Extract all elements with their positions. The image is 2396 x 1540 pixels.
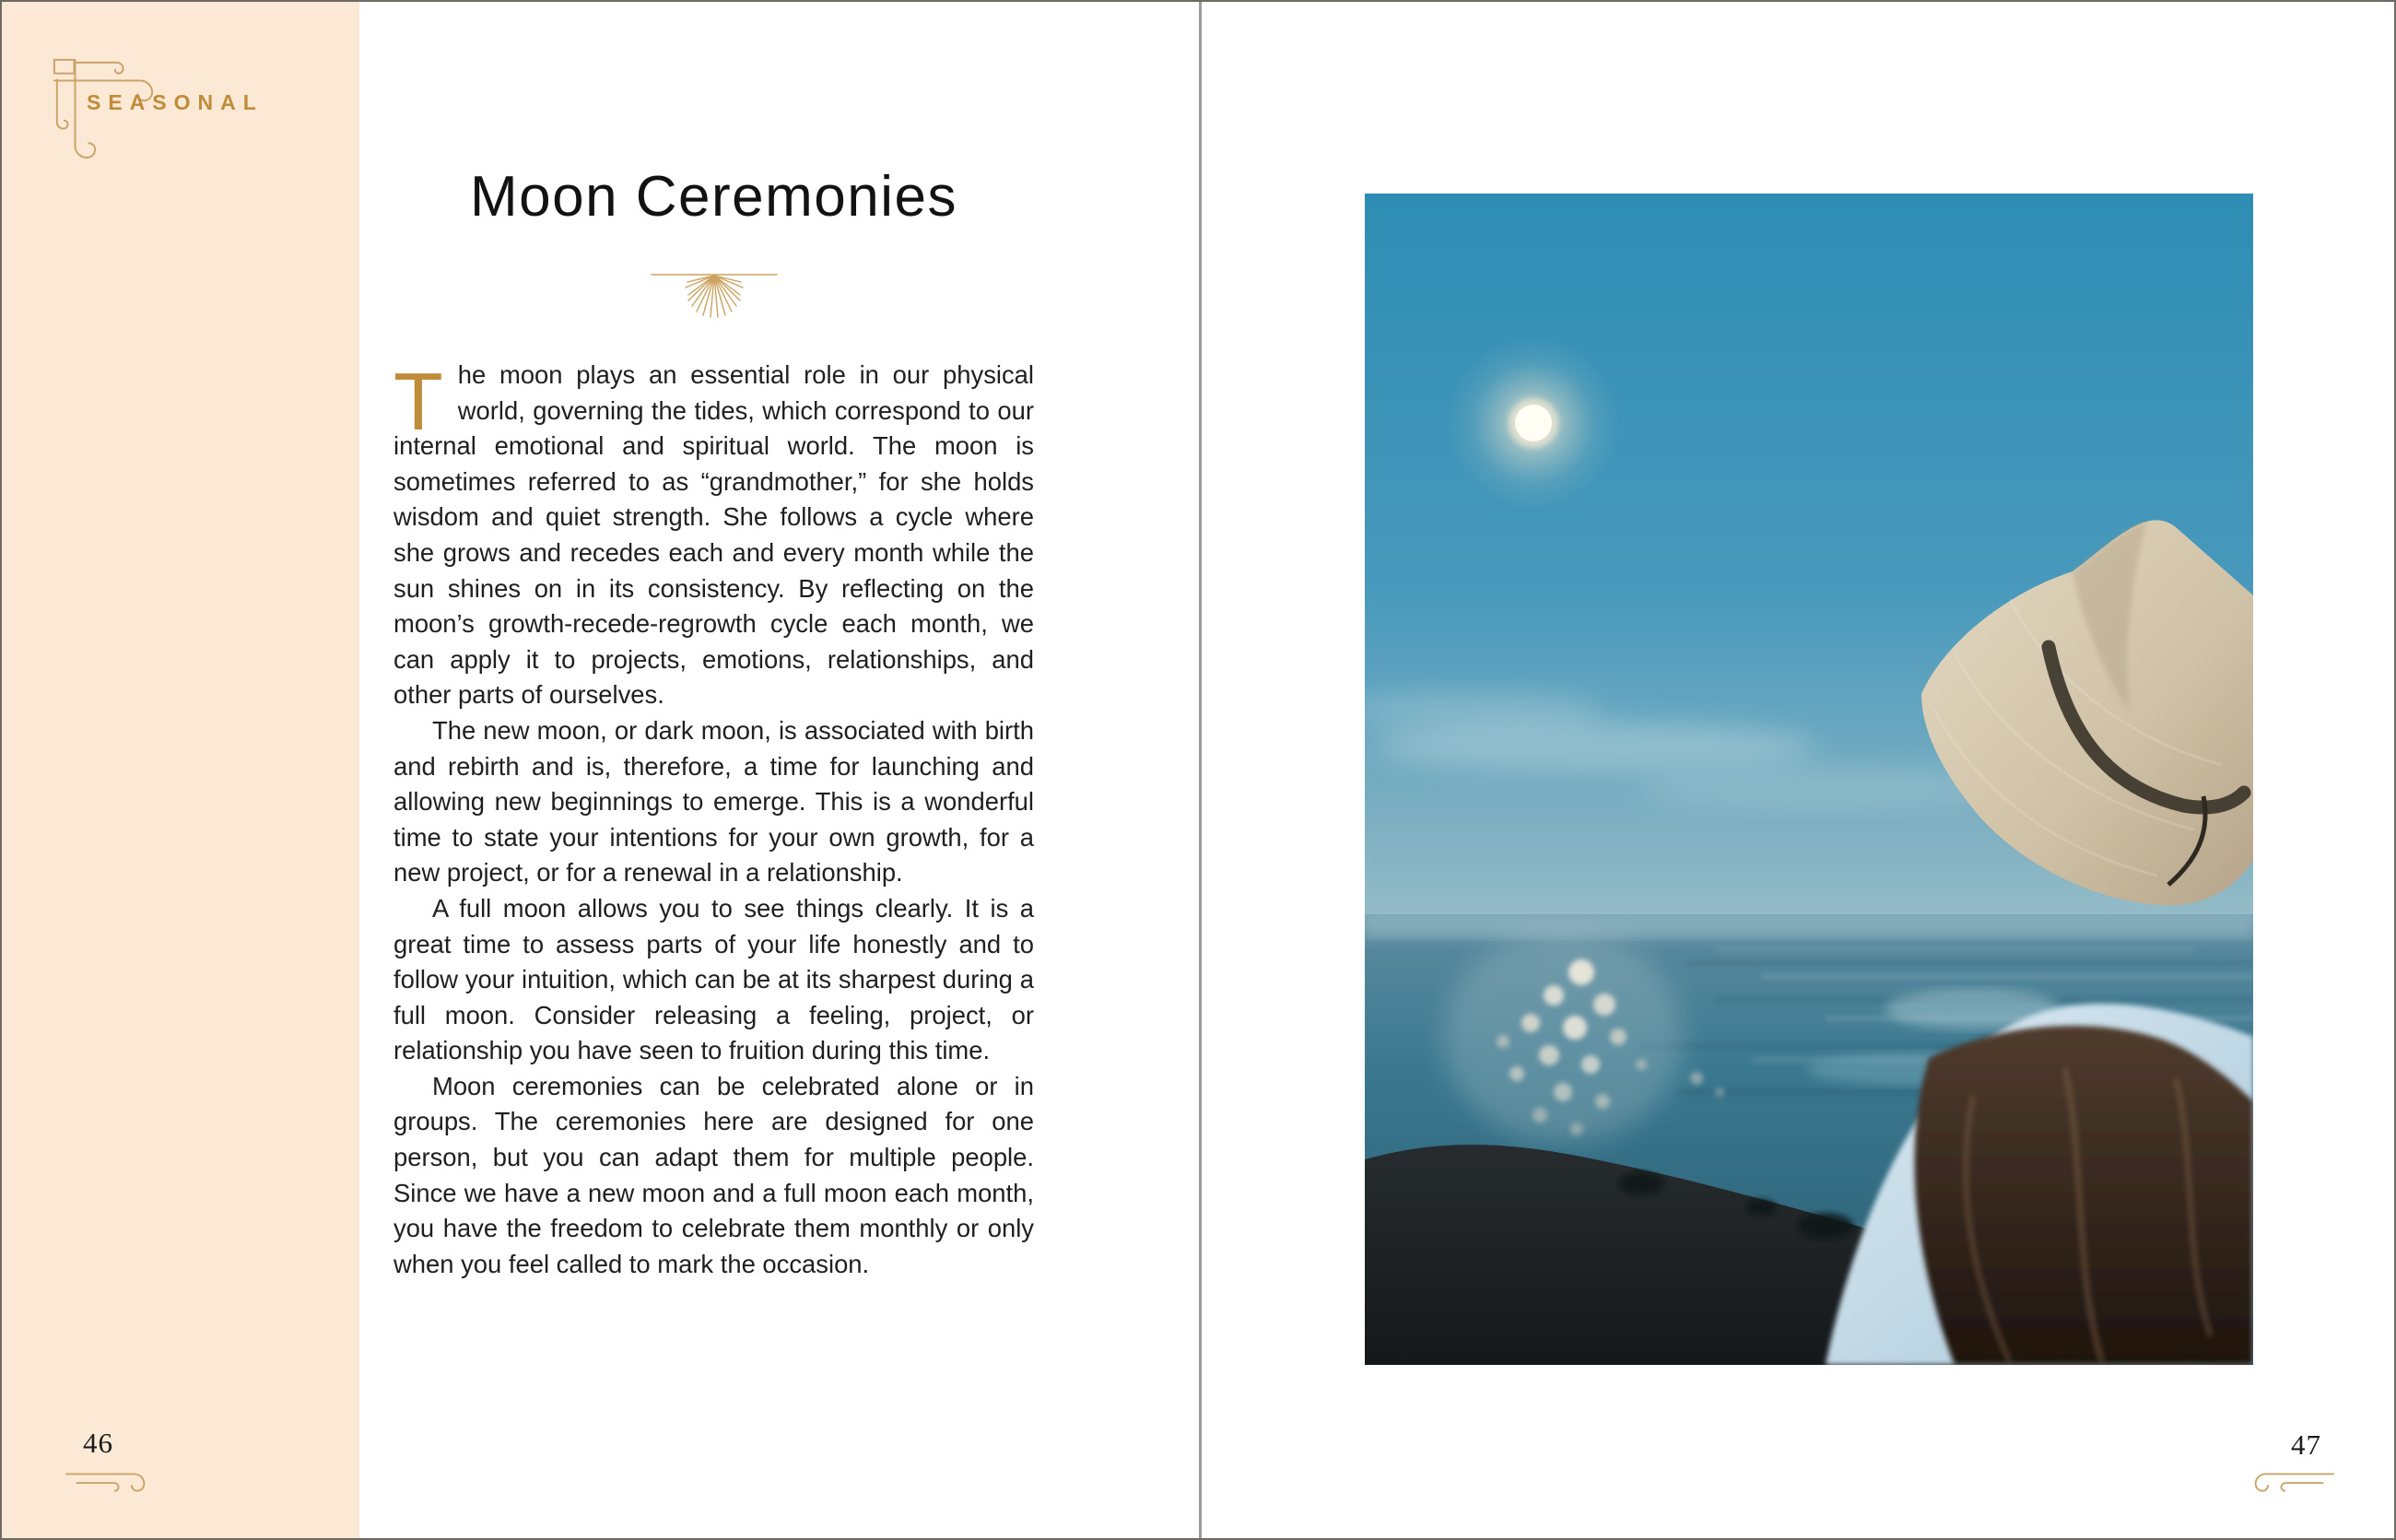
sidebar — [2, 2, 359, 1538]
page-title: Moon Ceremonies — [469, 165, 958, 229]
sunburst-ornament — [650, 269, 779, 321]
moon-beach-photo — [1365, 194, 2253, 1365]
page-number-left: 46 — [83, 1427, 113, 1459]
page-number-right: 47 — [2291, 1428, 2321, 1461]
paragraph-1-text: he moon plays an essential role in our physical world, governing the tides, which correspond to our internal emotional and spiritual world. The moon is sometimes referred to as “grandmother,” for she holds wisdom and quiet strength. She follows a cycle where she grows and recedes each and every month while the sun shines on in its consistency. By reflecting on the moon’s growth-recede-regrowth cycle each month, we can apply it to projects, emotions, relationships, and other parts of ourselves. — [393, 360, 1034, 710]
drop-cap: T — [393, 356, 443, 447]
wave-flourish-left — [65, 1469, 153, 1499]
article-body — [393, 358, 1034, 1282]
paragraph-3: A full moon allows you to see things clearly. It is a great time to assess parts of your life honestly and to follow your intuition, which can be at its sharpest during a full moon. Consider releasing a feeling, project, or relationship you have seen to fruition during this time. — [393, 893, 1034, 1065]
paragraph-4: Moon ceremonies can be celebrated alone or in groups. The ceremonies here are designed for one person, but you can adapt them for multiple people. Since we have a new moon and a full moon each month, you have the freedom to celebrate them monthly or only when you feel called to mark the occasion. — [393, 1071, 1034, 1278]
moon — [1515, 405, 1552, 441]
paragraph-1 — [393, 358, 1034, 713]
wave-flourish-right — [2247, 1469, 2335, 1499]
paragraph-2: The new moon, or dark moon, is associated with birth and rebirth and is, therefore, a time for launching and allowing new beginnings to emerge. This is a wonderful time to state your intentions for your own growth, for a new project, or for a renewal in a relationship. — [393, 715, 1034, 888]
section-label: SEASONAL — [87, 90, 264, 114]
page-divider — [1199, 2, 1202, 1538]
